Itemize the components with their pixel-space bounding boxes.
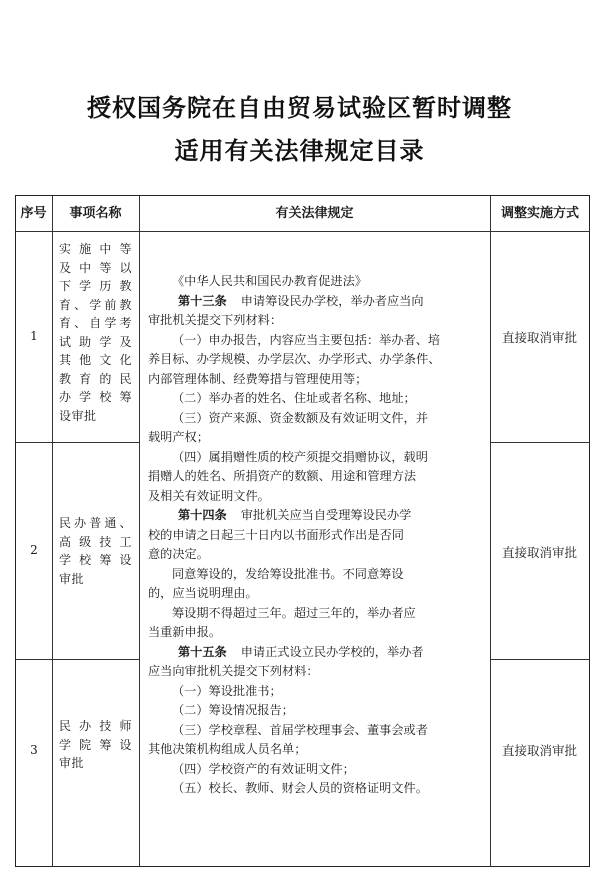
column-divider	[52, 195, 53, 867]
law-line: 当重新申报。	[148, 625, 222, 639]
row-divider	[15, 442, 139, 443]
item-name-line: 及中等以	[59, 260, 132, 275]
row-divider	[490, 659, 590, 660]
item-name-line: 试助学及	[59, 334, 132, 349]
column-divider	[139, 195, 140, 867]
document-title-line-1: 授权国务院在自由贸易试验区暂时调整	[87, 94, 512, 122]
item-name-line: 育、自学考	[59, 316, 132, 330]
law-text: 申请筹设民办学校，举办者应当向	[240, 293, 424, 308]
law-line: （一）申办报告，内容应当主要包括：举办者、培	[172, 332, 441, 347]
law-line: 的，应当说明理由。	[148, 586, 258, 600]
document-title-line-2: 适用有关法律规定目录	[174, 137, 425, 165]
item-name-cell	[59, 240, 132, 425]
header-mode: 调整实施方式	[500, 206, 579, 221]
law-line: 筹设期不得超过三年。超过三年的，举办者应	[172, 605, 416, 620]
adjustment-mode: 直接取消审批	[501, 743, 577, 758]
law-line: 审批机关提交下列材料：	[148, 313, 283, 327]
row-divider	[490, 442, 590, 443]
law-line	[172, 292, 490, 312]
law-line	[172, 506, 490, 526]
item-name-line: 下学历教	[59, 279, 132, 293]
law-line: 应当向审批机关提交下列材料：	[148, 664, 319, 678]
law-line: （二）举办者的姓名、住址或者名称、地址；	[172, 391, 416, 405]
law-text: 申请正式设立民办学校的，举办者	[240, 644, 424, 659]
item-name-cell	[59, 514, 132, 588]
item-name-line: 民办技师	[59, 719, 132, 733]
adjustment-mode: 直接取消审批	[501, 545, 577, 560]
law-line: （三）学校章程、首届学校理事会、董事会或者	[172, 722, 428, 737]
item-name-line: 育、学前教	[59, 297, 132, 312]
item-name-line: 学院筹设	[59, 737, 132, 752]
article-14-heading: 第十四条	[178, 508, 227, 522]
law-line: （三）资产来源、资金数额及有效证明文件，并	[172, 410, 428, 425]
item-name-line: 高级技工	[59, 534, 132, 549]
law-title: 《中华人民共和国民办教育促进法》	[172, 274, 367, 288]
law-line: （一）筹设批准书；	[172, 683, 282, 698]
item-name-line: 办学校筹	[59, 390, 132, 404]
law-text: 审批机关应当自受理筹设民办学	[240, 508, 412, 522]
adjustment-mode: 直接取消审批	[501, 330, 577, 345]
law-line: 载明产权；	[148, 430, 209, 444]
header-divider	[15, 231, 590, 232]
law-line: 内部管理体制、经费筹措与管理使用等；	[148, 371, 368, 386]
item-name-line: 审批	[59, 571, 85, 586]
item-name-cell	[59, 717, 132, 773]
header-seq: 序号	[20, 206, 47, 221]
law-line: 养目标、办学规模、办学层次、办学形式、办学条件、	[148, 352, 441, 366]
law-line: （四）属捐赠性质的校产须提交捐赠协议，载明	[172, 449, 428, 464]
item-name-line: 审批	[59, 756, 85, 770]
law-line: （四）学校资产的有效证明文件；	[172, 761, 355, 776]
item-name-line: 教育的民	[59, 371, 132, 386]
law-line: 其他决策机构组成人员名单；	[148, 742, 307, 756]
item-name-line: 其他文化	[59, 353, 132, 367]
item-name-line: 学校筹设	[59, 553, 132, 567]
header-law: 有关法律规定	[275, 206, 354, 221]
law-line: （二）筹设情况报告；	[172, 703, 294, 717]
law-line: （五）校长、教师、财会人员的资格证明文件。	[172, 781, 428, 795]
law-line: 意的决定。	[148, 547, 209, 561]
law-line: 校的申请之日起三十日内以书面形式作出是否同	[148, 527, 404, 542]
row-number: 1	[30, 329, 38, 343]
column-divider	[490, 195, 491, 867]
law-line	[172, 643, 490, 663]
row-number: 3	[30, 743, 38, 757]
row-divider	[15, 659, 139, 660]
law-provisions-text	[148, 272, 490, 799]
article-15-heading: 第十五条	[178, 644, 227, 659]
header-item-name: 事项名称	[69, 206, 122, 221]
law-line: 捐赠人的姓名、所捐资产的数额、用途和管理方法	[148, 469, 417, 483]
item-name-line: 设审批	[59, 408, 97, 423]
law-line: 同意筹设的，发给筹设批准书。不同意筹设	[172, 566, 404, 581]
law-line: 及相关有效证明文件。	[148, 488, 270, 503]
item-name-line: 民办普通、	[59, 516, 132, 530]
article-13-heading: 第十三条	[178, 293, 227, 308]
row-number: 2	[30, 543, 38, 557]
item-name-line: 实施中等	[59, 242, 132, 256]
